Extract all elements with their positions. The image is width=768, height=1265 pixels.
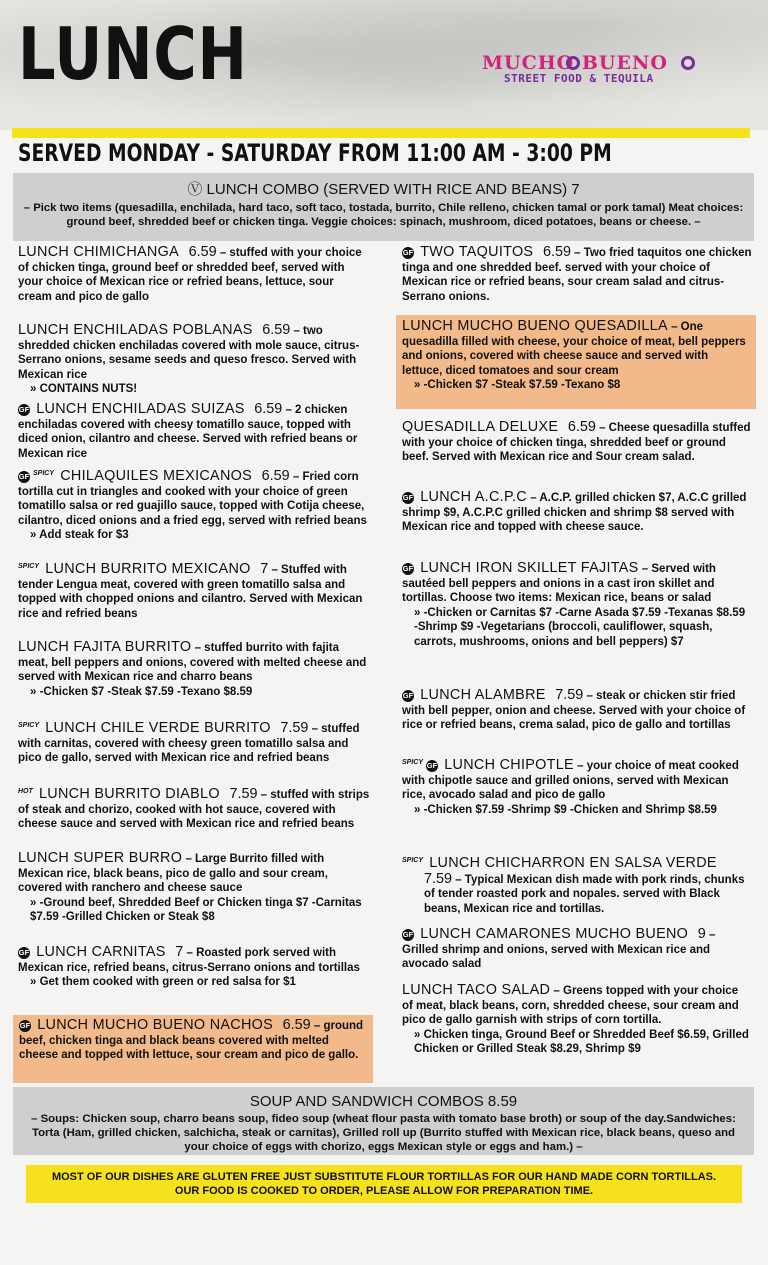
gluten-free-icon: GF [402,930,414,939]
item-price: 6.59 [282,1017,311,1033]
item-name: LUNCH A.C.P.C [420,489,527,505]
item-name: LUNCH FAJITA BURRITO [18,639,192,655]
gluten-free-icon: GF [402,248,414,257]
item-description: – A.C.P. grilled chicken $7, A.C.C grilled shrimp $9, A.C.P.C grilled chicken and shrimp $8 served with Mexican rice and topped with cheese sauce. [402,492,747,533]
menu-item [402,245,752,304]
gluten-free-icon: GF [402,691,414,700]
menu-item-highlighted [13,1015,373,1083]
item-price: 6.59 [254,401,283,417]
item-price: 7.59 [555,687,584,703]
gluten-free-icon: GF [19,1021,31,1030]
menu-item [18,323,370,397]
item-description: – ground beef, chicken tinga and black beans covered with melted cheese and topped with lettuce, sour cream and pico de gallo. [19,1020,364,1061]
menu-item [18,785,370,832]
item-note: » -Chicken $7.59 -Shrimp $9 -Chicken and Shrimp $8.59 [414,803,717,816]
spicy-icon: SPICY [402,857,424,864]
item-name: CHILAQUILES MEXICANOS [60,468,253,484]
item-price: 6.59 [261,468,290,484]
spicy-icon: SPICY [18,722,40,729]
item-note: » -Chicken or Carnitas $7 -Carne Asada $7.59 -Texanas $8.59 -Shrimp $9 -Vegetarians (broccoli, cauliflower, squash, carrots, mushrooms, onions and bell peppers) $7 [414,606,746,648]
item-description: – Grilled shrimp and onions, served with Mexican rice and avocado salad [402,929,716,970]
item-description: – stuffed with your choice of chicken tinga, ground beef or shredded beef, served with your choice of Mexican rice or refried beans, lettuce, sour cream and pico de gallo [18,247,362,303]
item-description: – Roasted pork served with Mexican rice, refried beans, citrus-Serrano onions and tortillas [18,947,360,974]
combo-description: – Pick two items (quesadilla, enchilada, hard taco, soft taco, tostada, burrito, Chile relleno, chicken tamal or pork tamal) Meat choices: ground beef, shredded beef or chicken tinga. Veggie choices: spinach, mushroom, diced potatoes, beans or cheese. – [23,202,744,228]
item-note: » -Ground beef, Shredded Beef or Chicken tinga $7 -Carnitas $7.59 -Grilled Chicken or Steak $8 [30,896,362,923]
item-note: » -Chicken $7 -Steak $7.59 -Texano $8.59 [30,685,253,698]
item-price: 7.59 [424,870,453,887]
hot-icon: HOT [18,788,33,795]
item-name: LUNCH CHIMICHANGA [18,244,180,260]
lunch-combo-box [13,173,754,241]
item-price: 6.59 [262,322,291,338]
menu-item [402,561,752,649]
gluten-free-icon: GF [18,405,30,414]
menu-item [18,640,370,699]
menu-item [18,560,370,621]
item-name: LUNCH BURRITO MEXICANO [45,561,251,577]
item-price: 6.59 [542,244,571,260]
menu-item [402,854,752,916]
serving-hours: SERVED MONDAY - SATURDAY FROM 11:00 AM - 3:00 PM [18,139,612,167]
logo-text: MUCHO BUENO [482,52,668,74]
logo-ring-icon [681,56,695,70]
spicy-icon: SPICY [18,563,40,570]
item-description: – your choice of meat cooked with chipotle sauce and grilled onions, served with Mexican rice, avocado salad and pico de gallo [402,760,739,801]
item-name: LUNCH IRON SKILLET FAJITAS [420,560,639,576]
item-price: 7.59 [229,786,258,802]
item-description: – Two fried taquitos one chicken tinga and one shredded beef. served with your choice of Mexican rice or refried beans, sour cream salad and citrus-Serrano onions. [402,247,752,303]
spicy-icon: SPICY [402,759,424,766]
restaurant-logo [474,52,710,88]
gluten-free-icon: GF [402,493,414,502]
item-description: – stuffed with strips of steak and chorizo, cooked with hot sauce, covered with cheese sauce and served with Mexican rice and refried beans [18,789,370,830]
item-description: – 2 chicken enchiladas covered with cheesy tomatillo sauce, topped with diced onion, cilantro and cheese. Served with refried beans or Mexican rice [18,404,358,460]
item-name: LUNCH SUPER BURRO [18,850,183,866]
menu-item [18,245,370,304]
item-note: » Get them cooked with green or red salsa for $1 [30,976,296,988]
item-description: – Typical Mexican dish made with pork rinds, chunks of tender roasted pork and nopales. served with Black beans, Mexican rice and tortillas. [424,873,745,915]
item-note: » Chicken tinga, Ground Beef or Shredded Beef $6.59, Grilled Chicken or Grilled Steak $8.29, Shrimp $9 [414,1028,749,1055]
item-price: 6.59 [567,419,596,435]
item-note: » CONTAINS NUTS! [30,383,138,395]
menu-item [402,983,752,1057]
item-note: » -Chicken $7 -Steak $7.59 -Texano $8 [414,379,621,391]
menu-item [18,467,370,543]
menu-item [18,945,370,990]
soup-description: – Soups: Chicken soup, charro beans soup, fideo soup (wheat flour pasta with tomato base broth) or soup of the day.Sandwiches: Torta (Ham, grilled chicken, salchicha, steak or carnitas), Grilled roll up (Burrito stuffed with Mexican rice, black beans, queso and your choice of eggs with chorizo, eggs Mexican style or eggs and ham.) – [31,1113,736,1153]
item-price: 6.59 [188,244,217,260]
menu-item [402,688,752,733]
item-name: TWO TAQUITOS [420,244,534,260]
item-description: – One quesadilla filled with cheese, your choice of meat, bell peppers and onions, covered with cheese sauce and served with lettuce, diced tomatoes and sour cream [402,321,746,377]
item-description: – two shredded chicken enchiladas covered with mole sauce, citrus-Serrano onions, sesame seeds and queso fresco. Served with Mexican rice [18,325,360,381]
soup-sandwich-box [13,1087,754,1155]
item-name: LUNCH ENCHILADAS SUIZAS [36,401,245,417]
gluten-free-icon: GF [18,472,30,481]
item-price: 9 [697,926,706,942]
item-name: LUNCH TACO SALAD [402,982,551,998]
item-description: – Stuffed with tender Lengua meat, covered with green tomatillo salsa and topped with chopped onions and cilantro. Served with Mexican rice and refried beans [18,564,363,620]
item-name: LUNCH MUCHO BUENO QUESADILLA [402,318,668,334]
menu-item [402,756,752,817]
item-name: LUNCH CARNITAS [36,944,166,960]
item-name: LUNCH BURRITO DIABLO [38,786,220,802]
item-description: – Large Burrito filled with Mexican rice, black beans, pico de gallo and sour cream, covered with ranchero and cheese sauce [18,853,328,894]
menu-item [18,719,370,766]
item-description: – Cheese quesadilla stuffed with your choice of chicken tinga, shredded beef or ground beef. Served with Mexican rice and Sour cream salad. [402,422,751,463]
menu-item-highlighted [396,315,756,409]
combo-title: Ⓥ LUNCH COMBO (SERVED WITH RICE AND BEANS) 7 [187,181,580,198]
logo-subtext: STREET FOOD & TEQUILA [504,72,654,85]
page-title: LUNCH [18,12,248,96]
gluten-free-icon: GF [18,948,30,957]
item-name: LUNCH CHILE VERDE BURRITO [45,720,271,736]
header-divider [12,128,750,138]
item-name: LUNCH MUCHO BUENO NACHOS [37,1017,274,1033]
item-price: 7 [260,561,269,577]
item-description: – steak or chicken stir fried with bell pepper, onion and cheese. Served with your choice of rice or refried beans, crema salad, pico de gallo and tortillas [402,690,746,731]
note-cooked-to-order: OUR FOOD IS COOKED TO ORDER, PLEASE ALLOW FOR PREPARATION TIME. [174,1185,594,1197]
item-note: » Add steak for $3 [30,529,129,541]
note-gluten-free: MOST OF OUR DISHES ARE GLUTEN FREE JUST SUBSTITUTE FLOUR TORTILLAS FOR OUR HAND MADE CORN TORTILLAS. [51,1171,717,1183]
item-name: QUESADILLA DELUXE [402,419,559,435]
item-price: 7 [175,944,184,960]
soup-title: SOUP AND SANDWICH COMBOS 8.59 [249,1093,518,1110]
item-description: – Served with sautéed bell peppers and onions in a cast iron skillet and tortillas. Choose two items: Mexican rice, beans or salad [402,563,716,604]
gluten-free-icon: GF [402,564,414,573]
item-description: – stuffed with carnitas, covered with cheesy green tomatillo salsa and pico de gallo, served with Mexican rice and refried beans [18,723,360,764]
item-description: – Greens topped with your choice of meat, black beans, corn, shredded cheese, sour cream and pico de gallo garnish with strips of corn tortilla. [402,985,739,1026]
menu-item [402,927,752,972]
menu-item [18,402,370,461]
item-name: LUNCH ENCHILADAS POBLANAS [18,322,253,338]
menu-item [402,420,752,465]
menu-item [18,851,370,925]
item-description: – stuffed burrito with fajita meat, bell peppers and onions, covered with melted cheese and served with Mexican rice and charro beans [18,642,367,683]
item-price: 7.59 [280,720,309,736]
menu-item [402,490,752,535]
item-name: LUNCH CAMARONES MUCHO BUENO [420,926,689,942]
logo-ring-icon [566,56,580,70]
item-name: LUNCH CHICHARRON EN SALSA VERDE [429,855,717,871]
gluten-free-icon: GF [426,761,438,770]
footer-note [26,1165,742,1203]
item-name: LUNCH CHIPOTLE [444,757,574,773]
item-name: LUNCH ALAMBRE [420,687,546,703]
spicy-icon: SPICY [33,470,55,477]
item-description: – Fried corn tortilla cut in triangles and cooked with your choice of green tomatillo salsa or red guajillo sauce, topped with Cotija cheese, cilantro, diced onions and a fried egg, served with refried beans [18,471,367,527]
